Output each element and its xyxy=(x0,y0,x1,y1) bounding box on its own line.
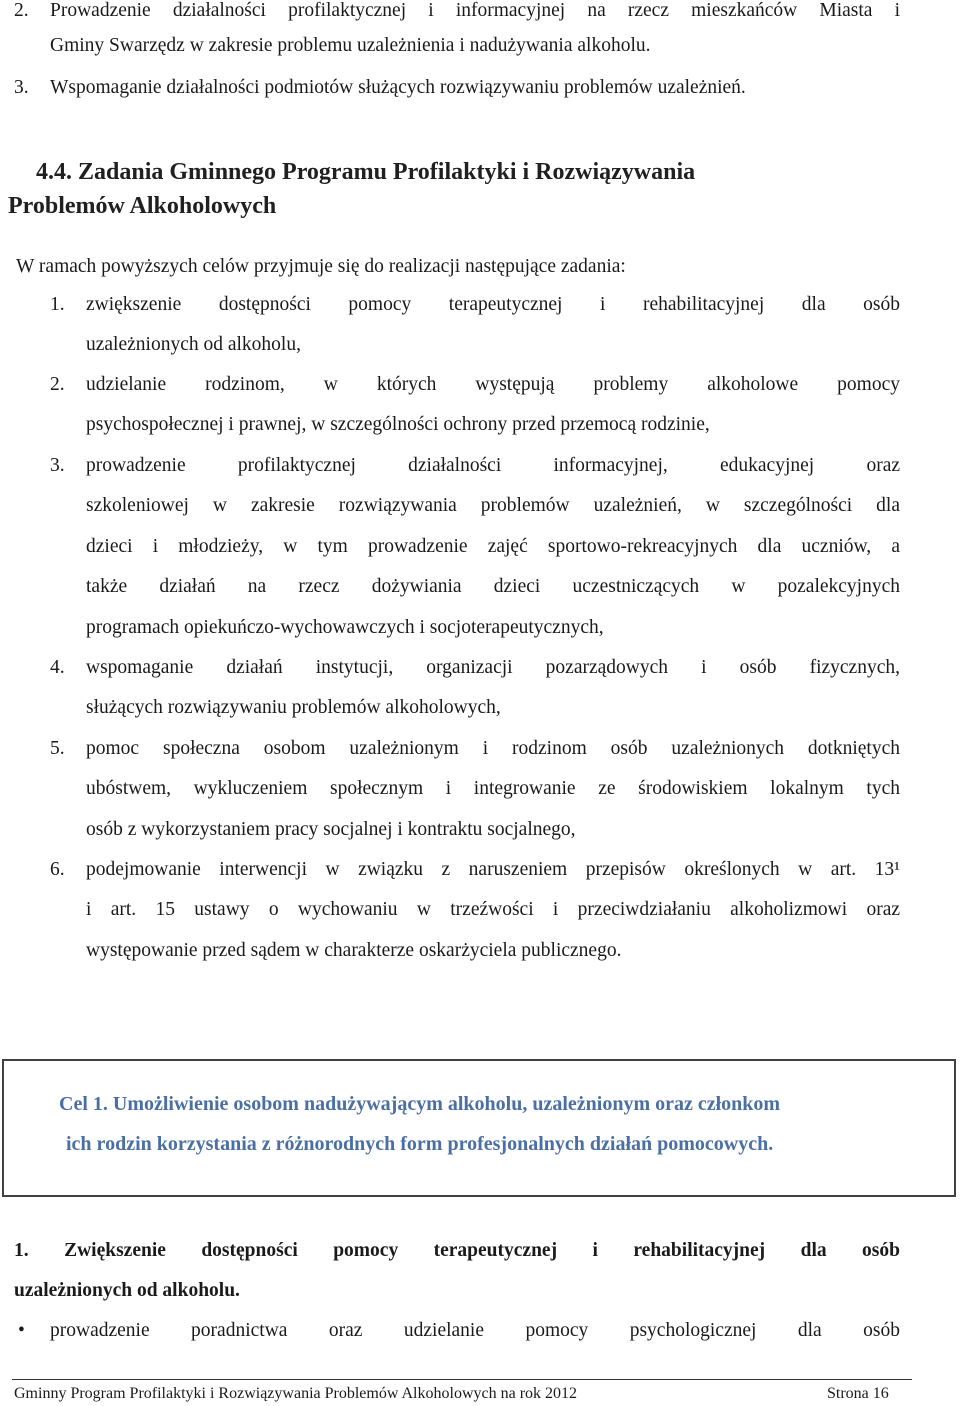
task-number: 5. xyxy=(50,738,65,759)
task-line: zwiększenie dostępności pomocy terapeutycznej i rehabilitacyjnej dla osób xyxy=(86,294,900,315)
page-number: Strona 16 xyxy=(827,1385,889,1402)
goal-box xyxy=(2,1059,956,1197)
task-line: wspomaganie działań instytucji, organizacji pozarządowych i osób fizycznych, xyxy=(86,657,900,678)
subsection-heading-cont: uzależnionych od alkoholu. xyxy=(14,1280,240,1301)
task-line: szkoleniowej w zakresie rozwiązywania problemów uzależnień, w szczególności dla xyxy=(86,495,900,516)
subsection-heading: 1. Zwiększenie dostępności pomocy terapeutycznej i rehabilitacyjnej dla osób xyxy=(14,1240,900,1261)
task-number: 1. xyxy=(50,294,65,315)
task-number: 4. xyxy=(50,657,65,678)
task-line: prowadzenie profilaktycznej działalności informacyjnej, edukacyjnej oraz xyxy=(86,455,900,476)
task-line: służących rozwiązywaniu problemów alkoholowych, xyxy=(86,697,501,718)
task-line: programach opiekuńczo-wychowawczych i socjoterapeutycznych, xyxy=(86,617,604,638)
task-line: i art. 15 ustawy o wychowaniu w trzeźwości i przeciwdziałaniu alkoholizmowi oraz xyxy=(86,899,900,920)
list-number: 2. xyxy=(14,0,29,21)
task-line: dzieci i młodzieży, w tym prowadzenie zajęć sportowo-rekreacyjnych dla uczniów, a xyxy=(86,536,900,557)
footer-title: Gminny Program Profilaktyki i Rozwiązywania Problemów Alkoholowych na rok 2012 xyxy=(14,1385,578,1402)
task-line: podejmowanie interwencji w związku z naruszeniem przepisów określonych w art. 13¹ xyxy=(86,859,900,880)
task-line: uzależnionych od alkoholu, xyxy=(86,334,301,355)
task-number: 6. xyxy=(50,859,65,880)
bullet-icon: • xyxy=(18,1320,25,1341)
goal-line: ich rodzin korzystania z różnorodnych form profesjonalnych działań pomocowych. xyxy=(66,1133,774,1155)
task-number: 3. xyxy=(50,455,65,476)
intro-list-line: Gminy Swarzędz w zakresie problemu uzależnienia i nadużywania alkoholu. xyxy=(50,35,651,56)
task-line: udzielanie rodzinom, w których występują problemy alkoholowe pomocy xyxy=(86,374,900,395)
task-line: psychospołecznej i prawnej, w szczególności ochrony przed przemocą rodzinie, xyxy=(86,414,710,435)
task-line: pomoc społeczna osobom uzależnionym i rodzinom osób uzależnionych dotkniętych xyxy=(86,738,900,759)
list-number: 3. xyxy=(14,77,29,98)
section-intro: W ramach powyższych celów przyjmuje się do realizacji następujące zadania: xyxy=(16,256,626,277)
task-line: także działań na rzecz dożywiania dzieci uczestniczących w pozalekcyjnych xyxy=(86,576,900,597)
section-heading-cont: Problemów Alkoholowych xyxy=(8,193,277,219)
goal-line: Cel 1. Umożliwienie osobom nadużywającym alkoholu, uzależnionym oraz członkom xyxy=(59,1093,781,1115)
task-line: występowanie przed sądem w charakterze oskarżyciela publicznego. xyxy=(86,940,622,961)
task-number: 2. xyxy=(50,374,65,395)
footer-divider xyxy=(12,1379,912,1380)
intro-list-line: Prowadzenie działalności profilaktycznej i informacyjnej na rzecz mieszkańców Miasta i xyxy=(50,0,900,21)
bullet-text: prowadzenie poradnictwa oraz udzielanie pomocy psychologicznej dla osób xyxy=(50,1320,900,1341)
intro-list-line: Wspomaganie działalności podmiotów służących rozwiązywaniu problemów uzależnień. xyxy=(50,77,746,98)
task-line: ubóstwem, wykluczeniem społecznym i integrowanie ze środowiskiem lokalnym tych xyxy=(86,778,900,799)
task-line: osób z wykorzystaniem pracy socjalnej i kontraktu socjalnego, xyxy=(86,819,576,840)
section-heading: 4.4. Zadania Gminnego Programu Profilaktyki i Rozwiązywania xyxy=(36,159,696,185)
